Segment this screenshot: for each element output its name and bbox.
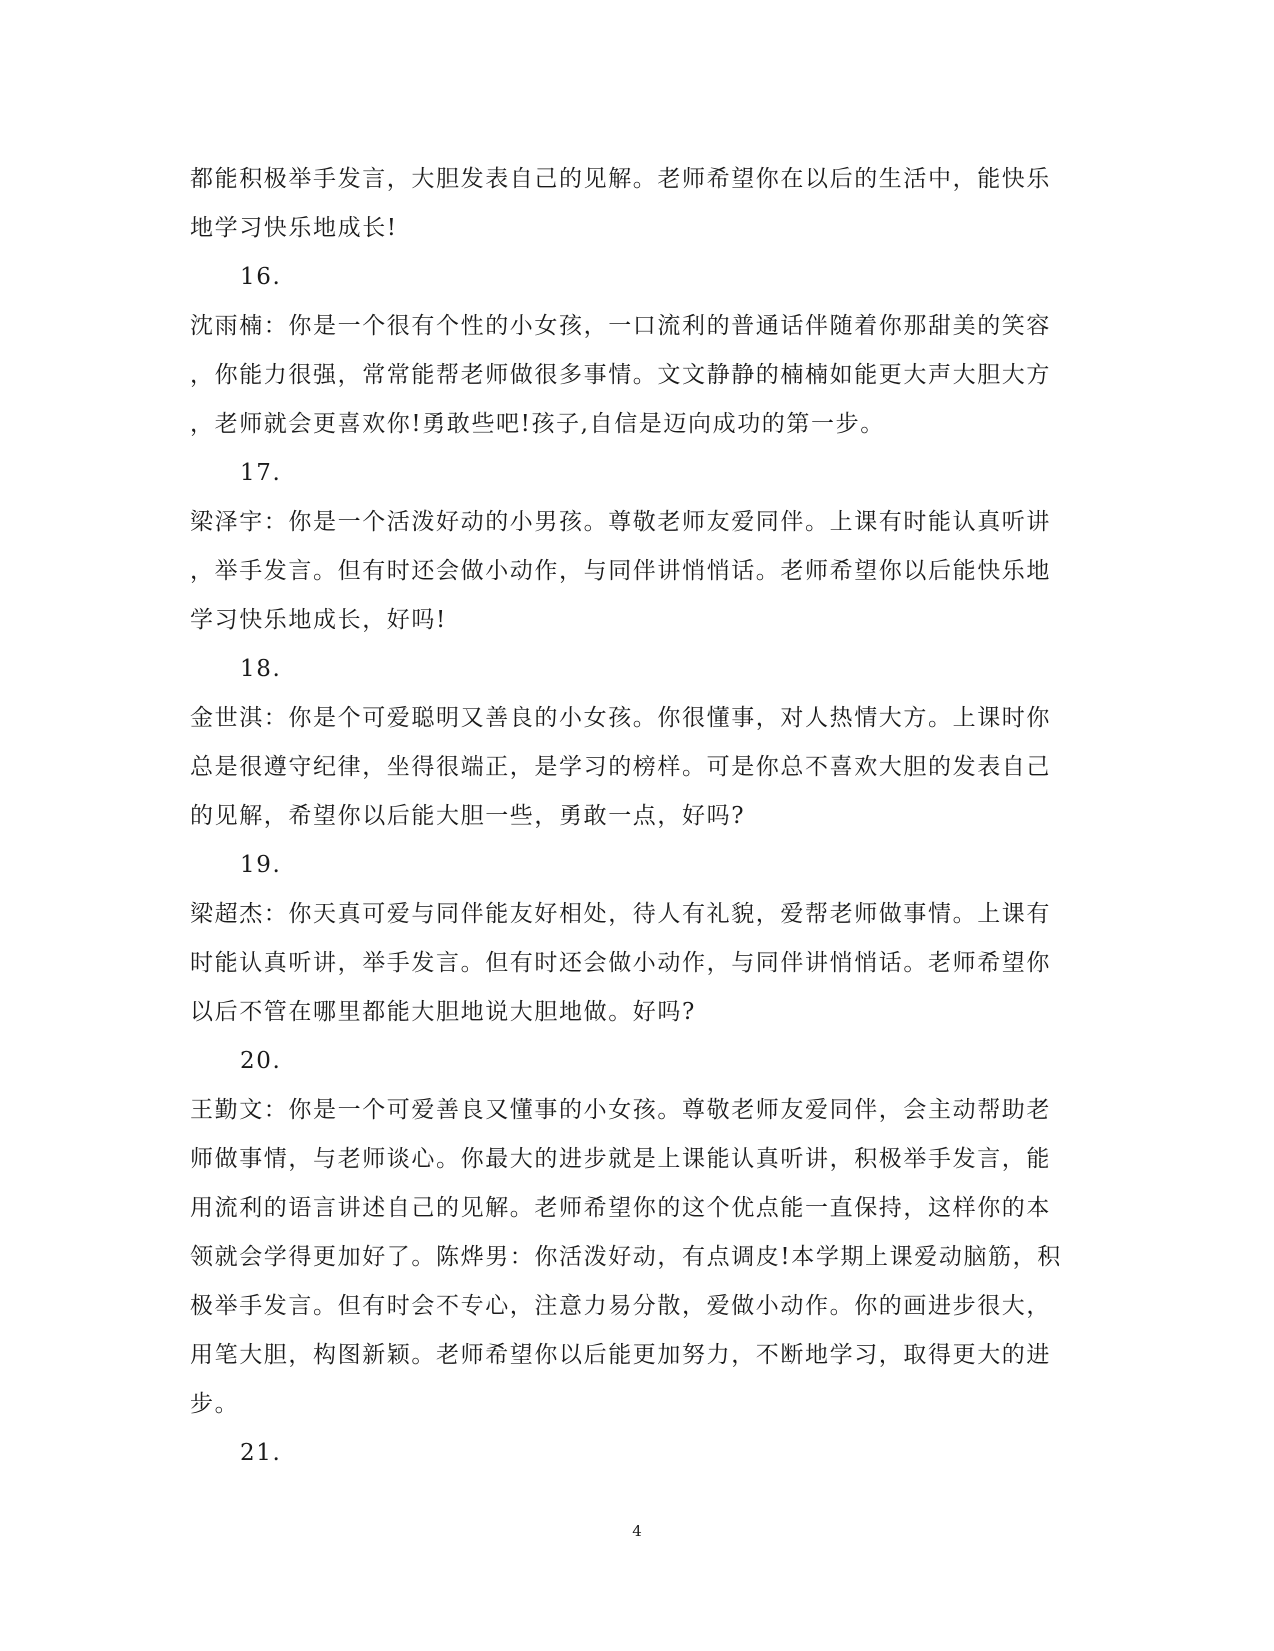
- body-line: 时能认真听讲，举手发言。但有时还会做小动作，与同伴讲悄悄话。老师希望你: [190, 950, 1051, 976]
- item-number: 19.: [240, 852, 282, 878]
- body-line: 王勤文：你是一个可爱善良又懂事的小女孩。尊敬老师友爱同伴，会主动帮助老: [190, 1097, 1051, 1123]
- body-line: 极举手发言。但有时会不专心，注意力易分散，爱做小动作。你的画进步很大，: [190, 1293, 1051, 1319]
- document-body: [190, 155, 1070, 1478]
- body-line: 用流利的语言讲述自己的见解。老师希望你的这个优点能一直保持，这样你的本: [190, 1195, 1051, 1221]
- body-line: 梁泽宇：你是一个活泼好动的小男孩。尊敬老师友爱同伴。上课有时能认真听讲: [190, 509, 1051, 535]
- body-line: 步。: [190, 1391, 240, 1417]
- item-number: 17.: [240, 460, 282, 486]
- body-line: ，老师就会更喜欢你!勇敢些吧!孩子,自信是迈向成功的第一步。: [190, 411, 885, 437]
- body-line: 学习快乐地成长，好吗!: [190, 607, 447, 633]
- item-number: 21.: [240, 1440, 282, 1466]
- body-line: 梁超杰：你天真可爱与同伴能友好相处，待人有礼貌，爱帮老师做事情。上课有: [190, 901, 1051, 927]
- body-line: ，举手发言。但有时还会做小动作，与同伴讲悄悄话。老师希望你以后能快乐地: [190, 558, 1051, 584]
- item-number: 20.: [240, 1048, 282, 1074]
- body-line: 用笔大胆，构图新颖。老师希望你以后能更加努力，不断地学习，取得更大的进: [190, 1342, 1051, 1368]
- body-line: 总是很遵守纪律，坐得很端正，是学习的榜样。可是你总不喜欢大胆的发表自己: [190, 754, 1051, 780]
- body-line: 师做事情，与老师谈心。你最大的进步就是上课能认真听讲，积极举手发言，能: [190, 1146, 1051, 1172]
- item-number: 18.: [240, 656, 282, 682]
- body-line: ，你能力很强，常常能帮老师做很多事情。文文静静的楠楠如能更大声大胆大方: [190, 362, 1051, 388]
- body-line: 沈雨楠：你是一个很有个性的小女孩，一口流利的普通话伴随着你那甜美的笑容: [190, 313, 1051, 339]
- body-line: 都能积极举手发言，大胆发表自己的见解。老师希望你在以后的生活中，能快乐: [190, 166, 1051, 192]
- body-line: 金世淇：你是个可爱聪明又善良的小女孩。你很懂事，对人热情大方。上课时你: [190, 705, 1051, 731]
- page-number: 4: [632, 1522, 642, 1540]
- item-number: 16.: [240, 264, 282, 290]
- body-line: 领就会学得更加好了。陈烨男：你活泼好动，有点调皮!本学期上课爱动脑筋，积: [190, 1244, 1062, 1270]
- body-line: 地学习快乐地成长!: [190, 215, 398, 241]
- body-line: 以后不管在哪里都能大胆地说大胆地做。好吗?: [190, 999, 696, 1025]
- body-line: 的见解，希望你以后能大胆一些，勇敢一点，好吗?: [190, 803, 746, 829]
